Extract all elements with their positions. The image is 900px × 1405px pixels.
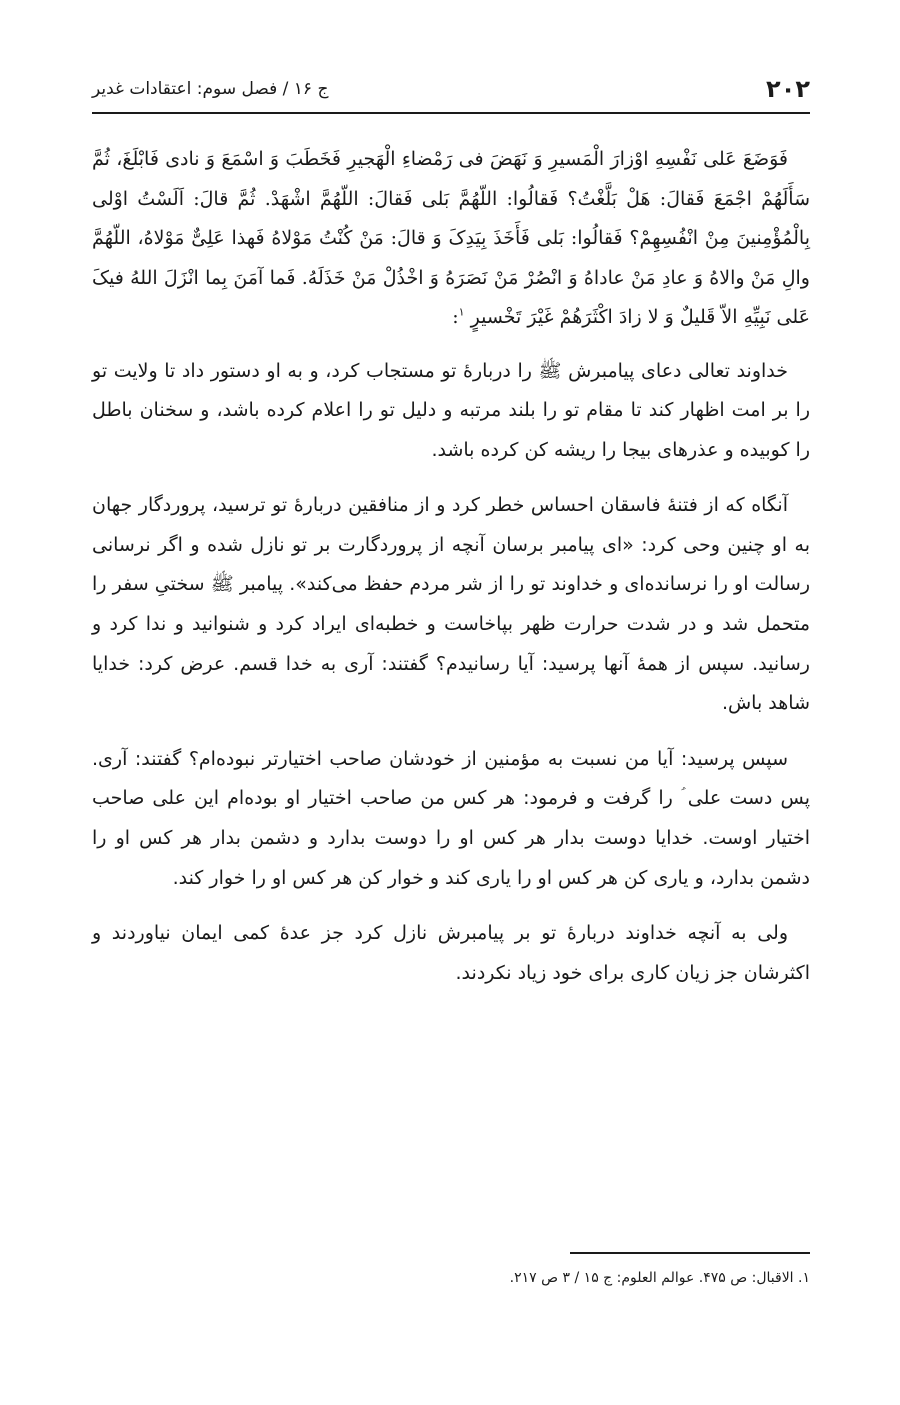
page-number: ۲۰۲ bbox=[766, 75, 810, 103]
footnote-reference: ۱ bbox=[458, 305, 465, 319]
footnote: ۱. الاقبال: ص ۴۷۵. عوالم العلوم: ج ۱۵ / ۳ ص ۲۱۷. bbox=[509, 1270, 810, 1286]
arabic-quotation-end: : bbox=[452, 306, 459, 328]
arabic-quotation-text: فَوَضَعَ عَلی نَفْسِهِ اوْزارَ الْمَسیرِ وَ نَهَضَ فی رَمْضاءِ الْهَجیرِ فَخَطَبَ وَ اسْمَعَ وَ نادی فَابْلَغَ، ثُمَّ سَأَلَهُمْ اجْمَعَ فَقالَ: هَلْ بَلَّغْتُ؟ فَقالُوا: اللّهُمَّ بَلی فَقالَ: اللّهُمَّ اشْهَدْ. ثُمَّ قالَ: اَلَسْتُ اوْلی بِالْمُؤْمِنینَ مِنْ انْفُسِهِمْ؟ فَقالُوا: بَلی فَأَخَذَ بِیَدِکَ وَ قالَ: مَنْ کُنْتُ مَوْلاهُ فَهذا عَلِیٌّ مَوْلاهُ، اللّهُمَّ والِ مَنْ والاهُ وَ عادِ مَنْ عاداهُ وَ انْصُرْ مَنْ نَصَرَهُ وَ اخْذُلْ مَنْ خَذَلَهُ. فَما آمَنَ بِما انْزَلَ اللهُ فیکَ عَلی نَبِیِّهِ الاّ قَلیلٌ وَ لا زادَ اکْثَرَهُمْ غَیْرَ تَخْسیرٍ bbox=[92, 148, 810, 328]
paragraph-2: آنگاه که از فتنۀ فاسقان احساس خطر کرد و از منافقین دربارۀ تو ترسید، پروردگار جهان به او چنین وحی کرد: «ای پیامبر برسان آنچه از پروردگارت بر تو نازل شده و اگر نرسانی رسالت او را نرسانده‌ای و خداوند تو را از شر مردم حفظ می‌کند». پیامبر ﷺ سختیِ سفر را متحمل شد و در شدت حرارت ظهر بپاخاست و خطبه‌ای ایراد کرد و شنوانید و ندا کرد و رسانید. سپس از همۀ آنها پرسید: آیا رسانیدم؟ گفتند: آری به خدا قسم. عرض کرد: خدایا شاهد باش. bbox=[92, 494, 810, 715]
running-section-title: ج ۱۶ / فصل سوم: اعتقادات غدیر bbox=[92, 79, 329, 99]
running-header bbox=[92, 66, 810, 114]
book-page bbox=[92, 0, 810, 1405]
paragraph-1: خداوند تعالی دعای پیامبرش ﷺ را دربارۀ تو مستجاب کرد، و به او دستور داد تا ولایت تو را بر امت اظهار کند تا مقام تو را بلند مرتبه و دلیل تو را اعلام کرده باشد، و سخنان باطل را کوبیده و عذرهای بیجا را ریشه کن کرده باشد. bbox=[92, 359, 810, 461]
arabic-quotation bbox=[92, 140, 810, 338]
paragraph-4: ولی به آنچه خداوند دربارۀ تو بر پیامبرش نازل کرد جز عدۀ کمی ایمان نیاوردند و اکثرشان جز زیان کاری برای خود زیاد نکردند. bbox=[92, 922, 810, 984]
paragraph-3: سپس پرسید: آیا من نسبت به مؤمنین از خودشان صاحب اختیارتر نبوده‌ام؟ گفتند: آری. پس دست علی ؑ را گرفت و فرمود: هر کس من صاحب اختیار او بوده‌ام این علی صاحب اختیار اوست. خدایا دوست بدار هر کس او را دوست بدارد و دشمن بدار هر کس او را دشمن بدارد، و یاری کن هر کس او را یاری کند و خوار کن هر کس او را خوار کند. bbox=[92, 747, 810, 889]
main-text bbox=[92, 140, 810, 993]
footnote-divider bbox=[570, 1252, 810, 1254]
